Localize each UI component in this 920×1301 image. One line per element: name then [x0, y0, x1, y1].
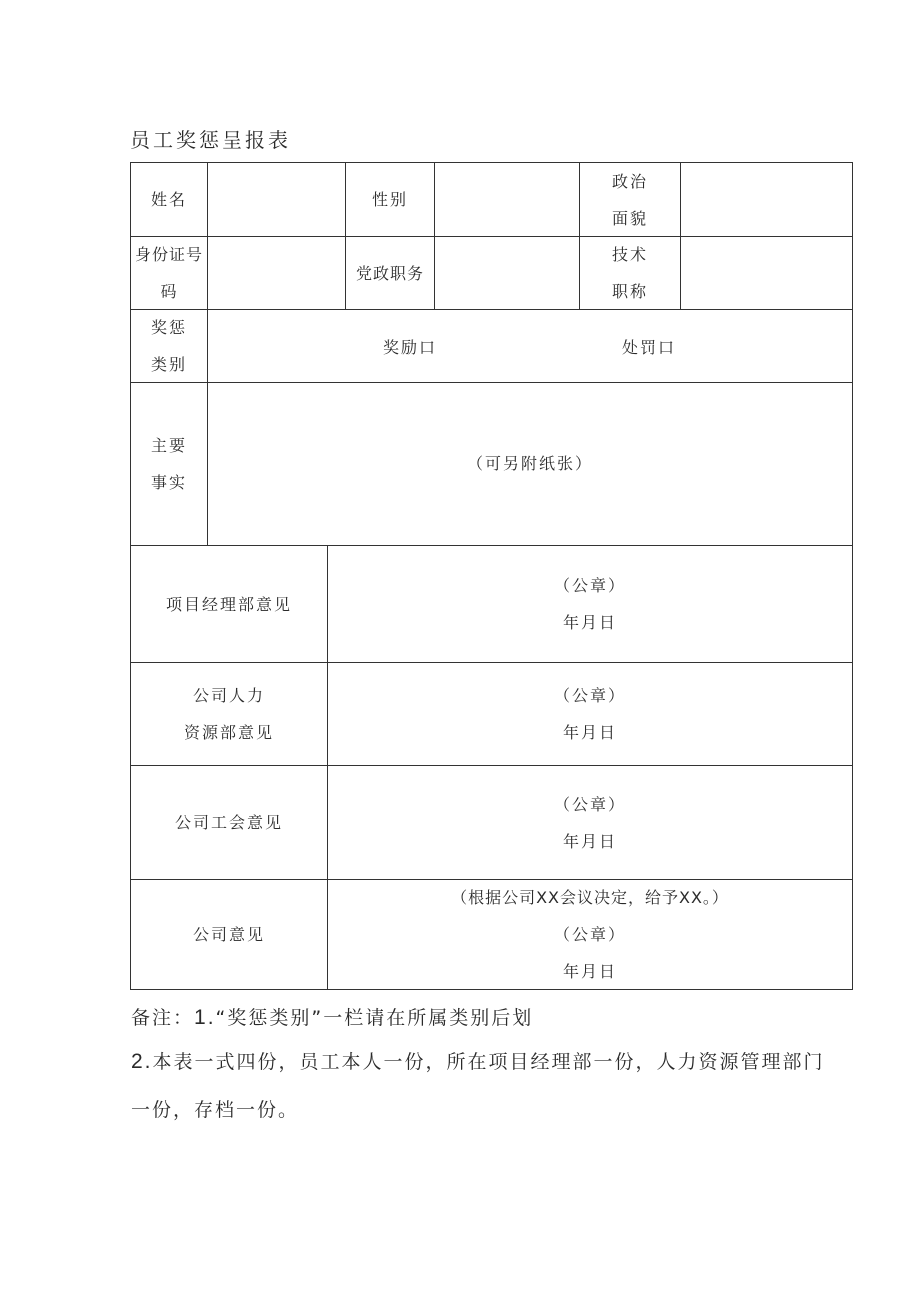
- decision-text: （根据公司XX会议决定，给予XX。）: [451, 888, 729, 907]
- hr-dept-opinion-field[interactable]: [328, 663, 852, 765]
- main-facts-field[interactable]: [208, 383, 852, 545]
- date-text: 年月日: [562, 613, 617, 632]
- punish-option[interactable]: 处罚口: [622, 338, 677, 357]
- page-title: 员工奖惩呈报表: [130, 128, 291, 152]
- party-post-label: 党政职务: [355, 263, 424, 283]
- company-opinion-label: 公司意见: [192, 925, 265, 944]
- note-line-2: 2.本表一式四份，员工本人一份，所在项目经理部一份，人力资源管理部门: [131, 1050, 825, 1073]
- seal-text: （公章）: [553, 576, 626, 595]
- date-text: 年月日: [562, 962, 617, 981]
- category-label: 奖惩 类别: [150, 318, 187, 374]
- seal-text: （公章）: [553, 686, 626, 705]
- table-border-right: [852, 162, 853, 990]
- row-divider: [130, 309, 853, 310]
- reward-option[interactable]: 奖励口: [383, 338, 438, 357]
- project-dept-opinion-field[interactable]: [328, 546, 852, 662]
- hr-dept-opinion-label: 公司人力 资源部意见: [183, 686, 274, 742]
- id-number-label: 身份证号 码: [134, 245, 203, 301]
- seal-text: （公章）: [553, 794, 626, 814]
- name-label: 姓名: [150, 190, 187, 209]
- gender-label: 性别: [371, 190, 408, 209]
- note-line-1: 备注：1.“奖惩类别”一栏请在所属类别后划: [131, 1006, 534, 1029]
- company-opinion-field[interactable]: [328, 880, 852, 989]
- name-field[interactable]: [208, 163, 345, 236]
- political-status-field[interactable]: [681, 163, 852, 236]
- political-status-label: 政治 面貌: [611, 171, 648, 228]
- gender-field[interactable]: [435, 163, 579, 236]
- facts-hint: （可另附纸张）: [466, 453, 593, 473]
- union-opinion-label: 公司工会意见: [174, 813, 283, 832]
- main-facts-label: 主要 事实: [150, 436, 187, 492]
- project-dept-opinion-label: 项目经理部意见: [165, 594, 292, 614]
- technical-title-field[interactable]: [681, 237, 852, 309]
- union-opinion-field[interactable]: [328, 766, 852, 879]
- seal-text: （公章）: [553, 925, 626, 944]
- date-text: 年月日: [562, 723, 617, 742]
- note-line-3: 一份，存档一份。: [131, 1099, 300, 1121]
- party-post-field[interactable]: [435, 237, 579, 309]
- id-number-field[interactable]: [208, 237, 345, 309]
- table-border-bottom: [130, 989, 853, 990]
- technical-title-label: 技术 职称: [611, 245, 648, 301]
- date-text: 年月日: [562, 831, 617, 851]
